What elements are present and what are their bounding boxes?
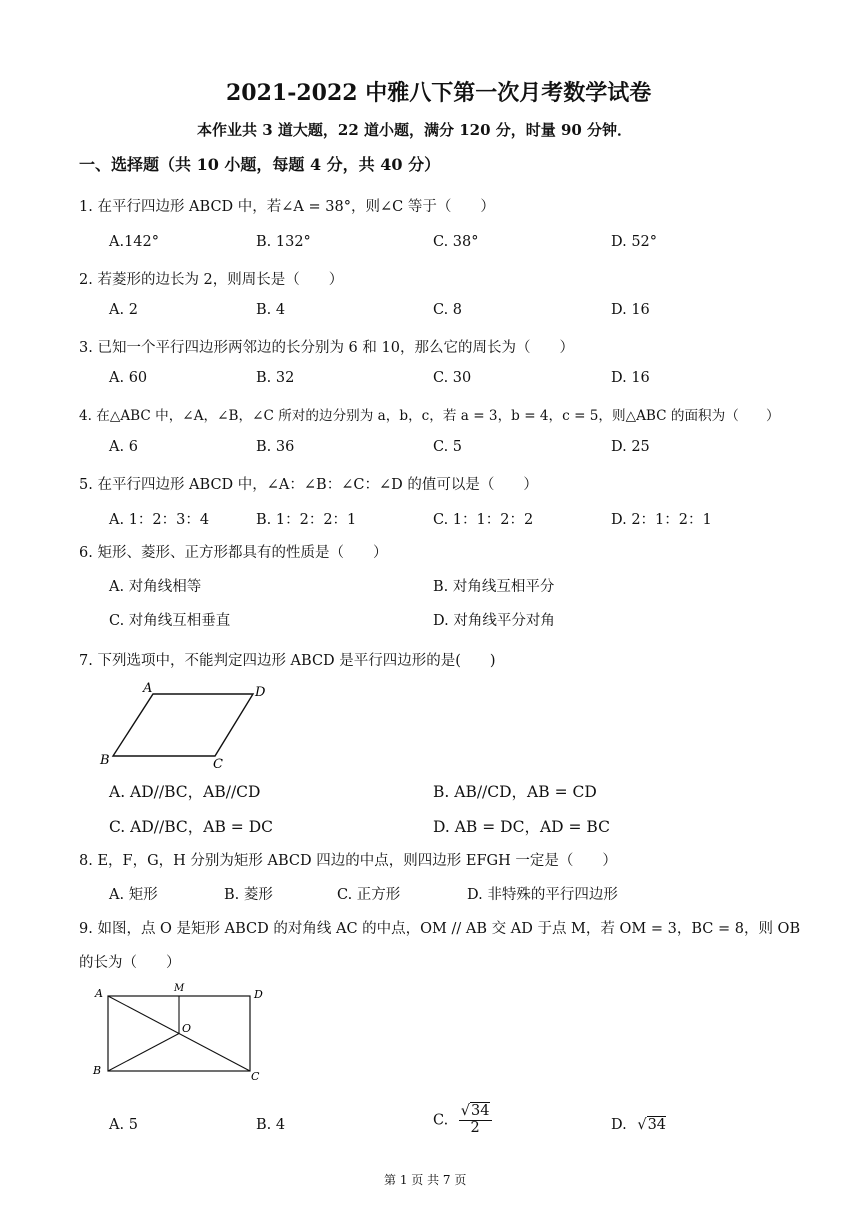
q2-option-b: B. 4 xyxy=(256,302,286,318)
q7-option-c: C. AD//BC，AB = DC xyxy=(109,818,273,836)
q5-option-a: A. 1：2：3：4 xyxy=(109,512,210,528)
q4-option-c: C. 5 xyxy=(433,439,463,455)
q9-option-d-radicand: 34 xyxy=(647,1117,667,1133)
q9-option-c-denominator: 2 xyxy=(470,1119,480,1136)
q5-option-c: C. 1：1：2：2 xyxy=(433,512,534,528)
q9-option-c xyxy=(433,1104,492,1137)
page-subtitle: 本作业共 3 道大题，22 道小题，满分 120 分，时量 90 分钟． xyxy=(197,121,633,139)
q2-option-d: D. 16 xyxy=(611,302,650,318)
fig9-label-m: M xyxy=(174,983,185,994)
q3-option-c: C. 30 xyxy=(433,370,472,386)
q9-option-d-sqrt: √34 xyxy=(637,1117,667,1133)
q1-option-a: A.142° xyxy=(109,234,160,250)
page-title: 2021-2022 中雅八下第一次月考数学试卷 xyxy=(226,80,652,106)
fig9-label-a: A xyxy=(95,987,103,1000)
q5-option-b: B. 1：2：2：1 xyxy=(256,512,357,528)
q6-option-b: B. 对角线互相平分 xyxy=(433,579,555,595)
q8-option-a: A. 矩形 xyxy=(109,887,158,903)
q6-option-a: A. 对角线相等 xyxy=(109,579,202,595)
q9-option-c-numerator: √34 xyxy=(460,1103,490,1119)
q9-option-c-fraction xyxy=(459,1104,492,1137)
q9-option-a: A. 5 xyxy=(109,1117,138,1133)
q1-option-d: D. 52° xyxy=(611,234,658,250)
page-footer: 第 1 页 共 7 页 xyxy=(384,1173,467,1187)
question-7-stem: 7. 下列选项中，不能判定四边形 ABCD 是平行四边形的是( ) xyxy=(79,653,496,669)
q6-option-c: C. 对角线互相垂直 xyxy=(109,613,231,629)
q3-option-a: A. 60 xyxy=(109,370,148,386)
parallelogram-figure xyxy=(95,678,285,770)
fig7-label-d: D xyxy=(255,685,266,700)
question-2-stem: 2. 若菱形的边长为 2，则周长是（ ） xyxy=(79,272,344,288)
fig7-label-a: A xyxy=(143,681,153,696)
q2-option-c: C. 8 xyxy=(433,302,463,318)
q1-option-b: B. 132° xyxy=(256,234,311,250)
question-9-stem: 9. 如图，点 O 是矩形 ABCD 的对角线 AC 的中点，OM // AB 交 AD 于点 M，若 OM = 3，BC = 8，则 OB xyxy=(79,921,801,937)
q9-option-b: B. 4 xyxy=(256,1117,286,1133)
question-9-stem-cont: 的长为（ ） xyxy=(79,955,181,971)
question-1-stem: 1. 在平行四边形 ABCD 中，若∠A = 38°，则∠C 等于（ ） xyxy=(79,199,495,215)
q8-option-b: B. 菱形 xyxy=(224,887,273,903)
fig9-label-o: O xyxy=(182,1022,192,1035)
fig9-label-c: C xyxy=(251,1070,260,1083)
rectangle-figure xyxy=(88,980,273,1085)
question-6-stem: 6. 矩形、菱形、正方形都具有的性质是（ ） xyxy=(79,545,388,561)
q7-option-d: D. AB = DC，AD = BC xyxy=(433,818,610,836)
q9-option-c-radicand: 34 xyxy=(471,1103,490,1119)
question-3-stem: 3. 已知一个平行四边形两邻边的长分别为 6 和 10，那么它的周长为（ ） xyxy=(79,340,574,356)
section-heading: 一、选择题（共 10 小题，每题 4 分，共 40 分） xyxy=(79,155,441,174)
q9-option-c-label: C. xyxy=(433,1112,449,1129)
q8-option-c: C. 正方形 xyxy=(337,887,401,903)
q4-option-a: A. 6 xyxy=(109,439,138,455)
q8-option-d: D. 非特殊的平行四边形 xyxy=(467,887,618,903)
q9-option-d xyxy=(611,1117,666,1133)
q3-option-b: B. 32 xyxy=(256,370,295,386)
question-5-stem: 5. 在平行四边形 ABCD 中，∠A：∠B：∠C：∠D 的值可以是（ ） xyxy=(79,477,538,493)
fig7-label-c: C xyxy=(213,757,223,770)
q6-option-d: D. 对角线平分对角 xyxy=(433,613,555,629)
fig9-label-b: B xyxy=(93,1064,102,1077)
fig9-label-d: D xyxy=(254,988,263,1001)
q7-option-a: A. AD//BC，AB//CD xyxy=(109,783,261,801)
question-8-stem: 8. E，F，G，H 分别为矩形 ABCD 四边的中点，则四边形 EFGH 一定是（ ） xyxy=(79,853,617,869)
q3-option-d: D. 16 xyxy=(611,370,650,386)
fig7-label-b: B xyxy=(100,753,110,768)
question-4-stem: 4. 在△ABC 中，∠A，∠B，∠C 所对的边分别为 a，b，c，若 a = 3，b = 4，c = 5，则△ABC 的面积为（ ） xyxy=(79,408,780,424)
segment-ob xyxy=(108,1034,179,1072)
q4-option-d: D. 25 xyxy=(611,439,650,455)
q7-option-b: B. AB//CD，AB = CD xyxy=(433,783,597,801)
q4-option-b: B. 36 xyxy=(256,439,295,455)
q1-option-c: C. 38° xyxy=(433,234,479,250)
q2-option-a: A. 2 xyxy=(109,302,138,318)
q5-option-d: D. 2：1：2：1 xyxy=(611,512,712,528)
q9-option-d-label: D. xyxy=(611,1117,627,1133)
parallelogram-shape xyxy=(113,694,253,756)
